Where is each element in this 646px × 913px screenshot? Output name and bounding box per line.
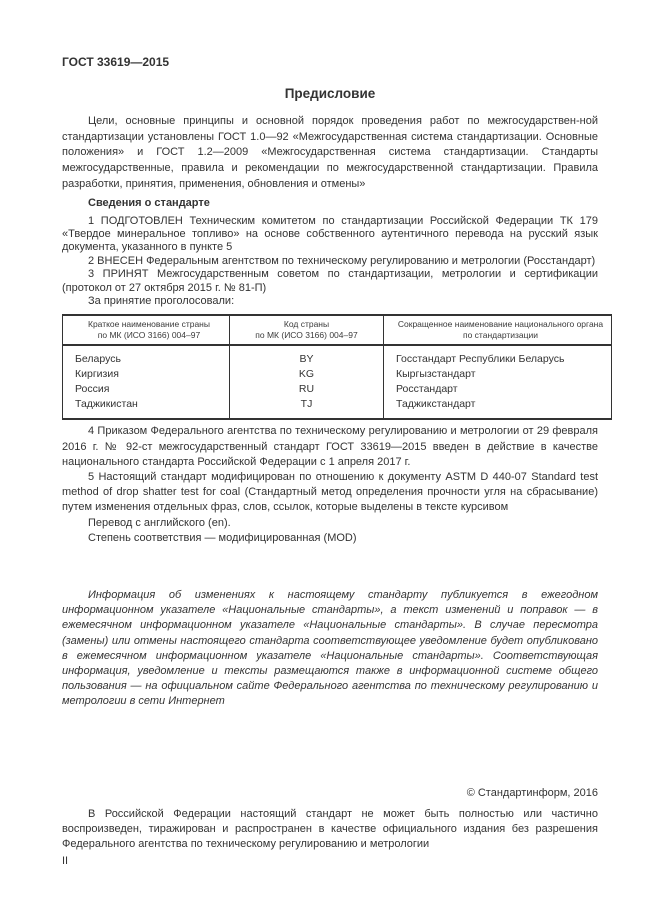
standard-info-item-1: 1 ПОДГОТОВЛЕН Техническим комитетом по стандартизации Российской Федерации ТК 179 «Твердое минеральное топливо» на основе собственного аутентичного перевода на русский язык документа, указанного в пункте 5 [62, 214, 598, 254]
cell-country: Киргизия [63, 367, 230, 382]
cell-country: Таджикистан [63, 397, 230, 419]
vote-table-body [63, 345, 612, 419]
conformity-note: Степень соответствия — модифицированная (MOD) [88, 531, 357, 544]
cell-authority: Таджикстандарт [384, 397, 612, 419]
cell-code: TJ [230, 397, 384, 419]
copyright-line: © Стандартинформ, 2016 [466, 786, 598, 799]
standard-info-item-3: 3 ПРИНЯТ Межгосударственным советом по стандартизации, метрологии и сертификации (протокол от 27 октября 2015 г. № 81-П) [62, 268, 598, 294]
cell-code: KG [230, 367, 384, 382]
header-country-line1: Краткое наименование страны [88, 319, 210, 330]
cell-country: Россия [63, 382, 230, 397]
translation-note: Перевод с английского (en). [88, 516, 231, 529]
page-title: Предисловие [284, 86, 376, 101]
cell-authority: Кыргызстандарт [384, 367, 612, 382]
vote-table-header-code [230, 315, 384, 345]
standard-info-item-2: 2 ВНЕСЕН Федеральным агентством по техническому регулированию и метрологии (Росстандарт) [88, 254, 596, 267]
standard-info-item-4: 4 Приказом Федерального агентства по техническому регулированию и метрологии от 29 февраля 2016 г. № 92-ст межгосударственный стандарт ГОСТ 33619—2015 введен в действие в качестве национального стандарта Российской Федерации с 1 апреля 2017 г. [62, 425, 598, 468]
reproduction-notice: В Российской Федерации настоящий стандарт не может быть полностью или частично воспроизведен, тиражирован и распространен в качестве официального издания без разрешения Федерального агентства по техническому регулированию и метрологии [62, 807, 598, 851]
doc-code: ГОСТ 33619—2015 [62, 55, 170, 69]
table-row [63, 397, 612, 419]
header-code-line2: по МК (ИСО 3166) 004–97 [255, 330, 358, 341]
table-row [63, 345, 612, 367]
cell-code: RU [230, 382, 384, 397]
vote-table-header-country [63, 315, 230, 345]
header-code-line1: Код страны [283, 319, 330, 330]
update-notice-paragraph: Информация об изменениях к настоящему стандарту публикуется в ежегодном информационном указателе «Национальные стандарты», а текст изменений и поправок — в ежемесячном информационном указателе «Национальные стандарты». В случае пересмотра (замены) или отмены настоящего стандарта соответствующее уведомление будет опубликовано в ежемесячном информационном указателе «Национальные стандарты». Соответствующая информация, уведомление и тексты размещаются также в информационной системе общего пользования — на официальном сайте Федерального агентства по техническому регулированию и метрологии в сети Интернет [62, 588, 598, 708]
intro-paragraph: Цели, основные принципы и основной порядок проведения работ по межгосударствен-ной стандартизации установлены ГОСТ 1.0—92 «Межгосударственная система стандартизации. Основные положения» и ГОСТ 1.2—2009 «Межгосударственная система стандартизации. Стандарты межгосударственные, правила и рекомендации по межгосударственной стандартизации. Правила разработки, принятия, применения, обновления и отмены» [62, 115, 598, 190]
cell-code: BY [230, 345, 384, 367]
table-row [63, 382, 612, 397]
header-authority-line2: по стандартизации [462, 330, 539, 341]
vote-table-header [63, 315, 612, 345]
header-country-line2: по МК (ИСО 3166) 004–97 [97, 330, 201, 341]
page-number: II [62, 855, 69, 868]
header-authority-line1: Сокращенное наименование национального органа [397, 319, 604, 330]
cell-authority: Госстандарт Республики Беларусь [384, 345, 612, 367]
vote-intro-line: За принятие проголосовали: [88, 294, 235, 307]
vote-table-header-row [63, 315, 612, 345]
cell-authority: Росстандарт [384, 382, 612, 397]
table-row [63, 367, 612, 382]
section-heading-standard-info: Сведения о стандарте [88, 196, 210, 209]
standard-info-item-5: 5 Настоящий стандарт модифицирован по отношению к документу ASTM D 440-07 Standard test method of drop shatter test for coal (Стандартный метод определения прочности угля на сбрасывание) путем изменения отдельных фраз, слов, ссылок, которые выделены в тексте курсивом [62, 470, 598, 514]
vote-table-header-authority [384, 315, 612, 345]
vote-table [62, 314, 612, 420]
cell-country: Беларусь [63, 345, 230, 367]
